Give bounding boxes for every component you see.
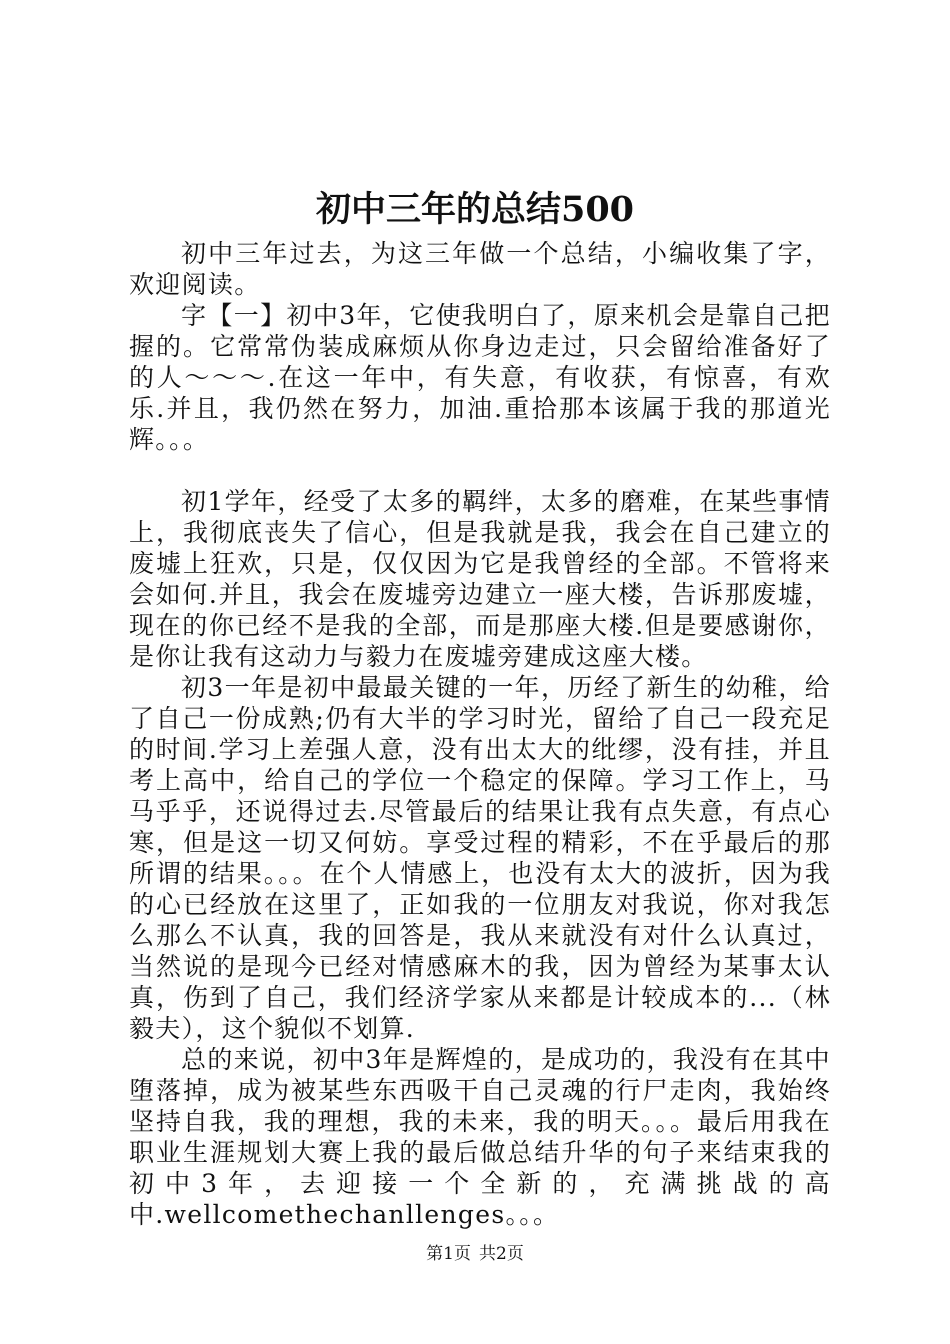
paragraph-first: 字【一】初中3年，它使我明白了，原来机会是靠自己把握的。它常常伪装成麻烦从你身边走过，只会留给准备好了的人～～～.在这一年中，有失意，有收获，有惊喜，有欢乐.并且，我仍然在努力，加油.重拾那本该属于我的那道光辉。。。	[129, 301, 831, 454]
document-body	[129, 238, 831, 1230]
page-footer	[0, 1243, 950, 1265]
paragraph-summary: 总的来说，初中3年是辉煌的，是成功的，我没有在其中堕落掉，成为被某些东西吸干自己灵魂的行尸走肉，我始终坚持自我，我的理想，我的未来，我的明天。。。最后用我在职业生涯规划大赛上我的最后做总结升华的句子来结束我的初中3年，去迎接一个全新的，充满挑战的高中.wellcomethechanllenges。。。	[129, 1045, 831, 1229]
document-title: 初中三年的总结500	[315, 189, 635, 230]
paragraph-first-year: 初1学年，经受了太多的羁绊，太多的磨难，在某些事情上，我彻底丧失了信心，但是我就是我，我会在自己建立的废墟上狂欢，只是，仅仅因为它是我曾经的全部。不管将来会如何.并且，我会在废墟旁边建立一座大楼，告诉那废墟，现在的你已经不是我的全部，而是那座大楼.但是要感谢你，是你让我有这动力与毅力在废墟旁建成这座大楼。	[129, 487, 831, 671]
intro-paragraph: 初中三年过去，为这三年做一个总结，小编收集了字，欢迎阅读。	[129, 239, 831, 299]
page-total: 共2页	[479, 1244, 524, 1264]
paragraph-third-year: 初3一年是初中最最关键的一年，历经了新生的幼稚，给了自己一份成熟;仍有大半的学习时光，留给了自己一段充足的时间.学习上差强人意，没有出太大的纰缪，没有挂，并且考上高中，给自己的学位一个稳定的保障。学习工作上，马马乎乎，还说得过去.尽管最后的结果让我有点失意，有点心寒，但是这一切又何妨。享受过程的精彩，不在乎最后的那所谓的结果。。。在个人情感上，也没有太大的波折，因为我的心已经放在这里了，正如我的一位朋友对我说，你对我怎么那么不认真，我的回答是，我从来就没有对什么认真过，当然说的是现今已经对情感麻木的我，因为曾经为某事太认真，伤到了自己，我们经济学家从来都是计较成本的...（林毅夫），这个貌似不划算.	[129, 673, 831, 1043]
page-number: 第1页	[426, 1244, 471, 1264]
